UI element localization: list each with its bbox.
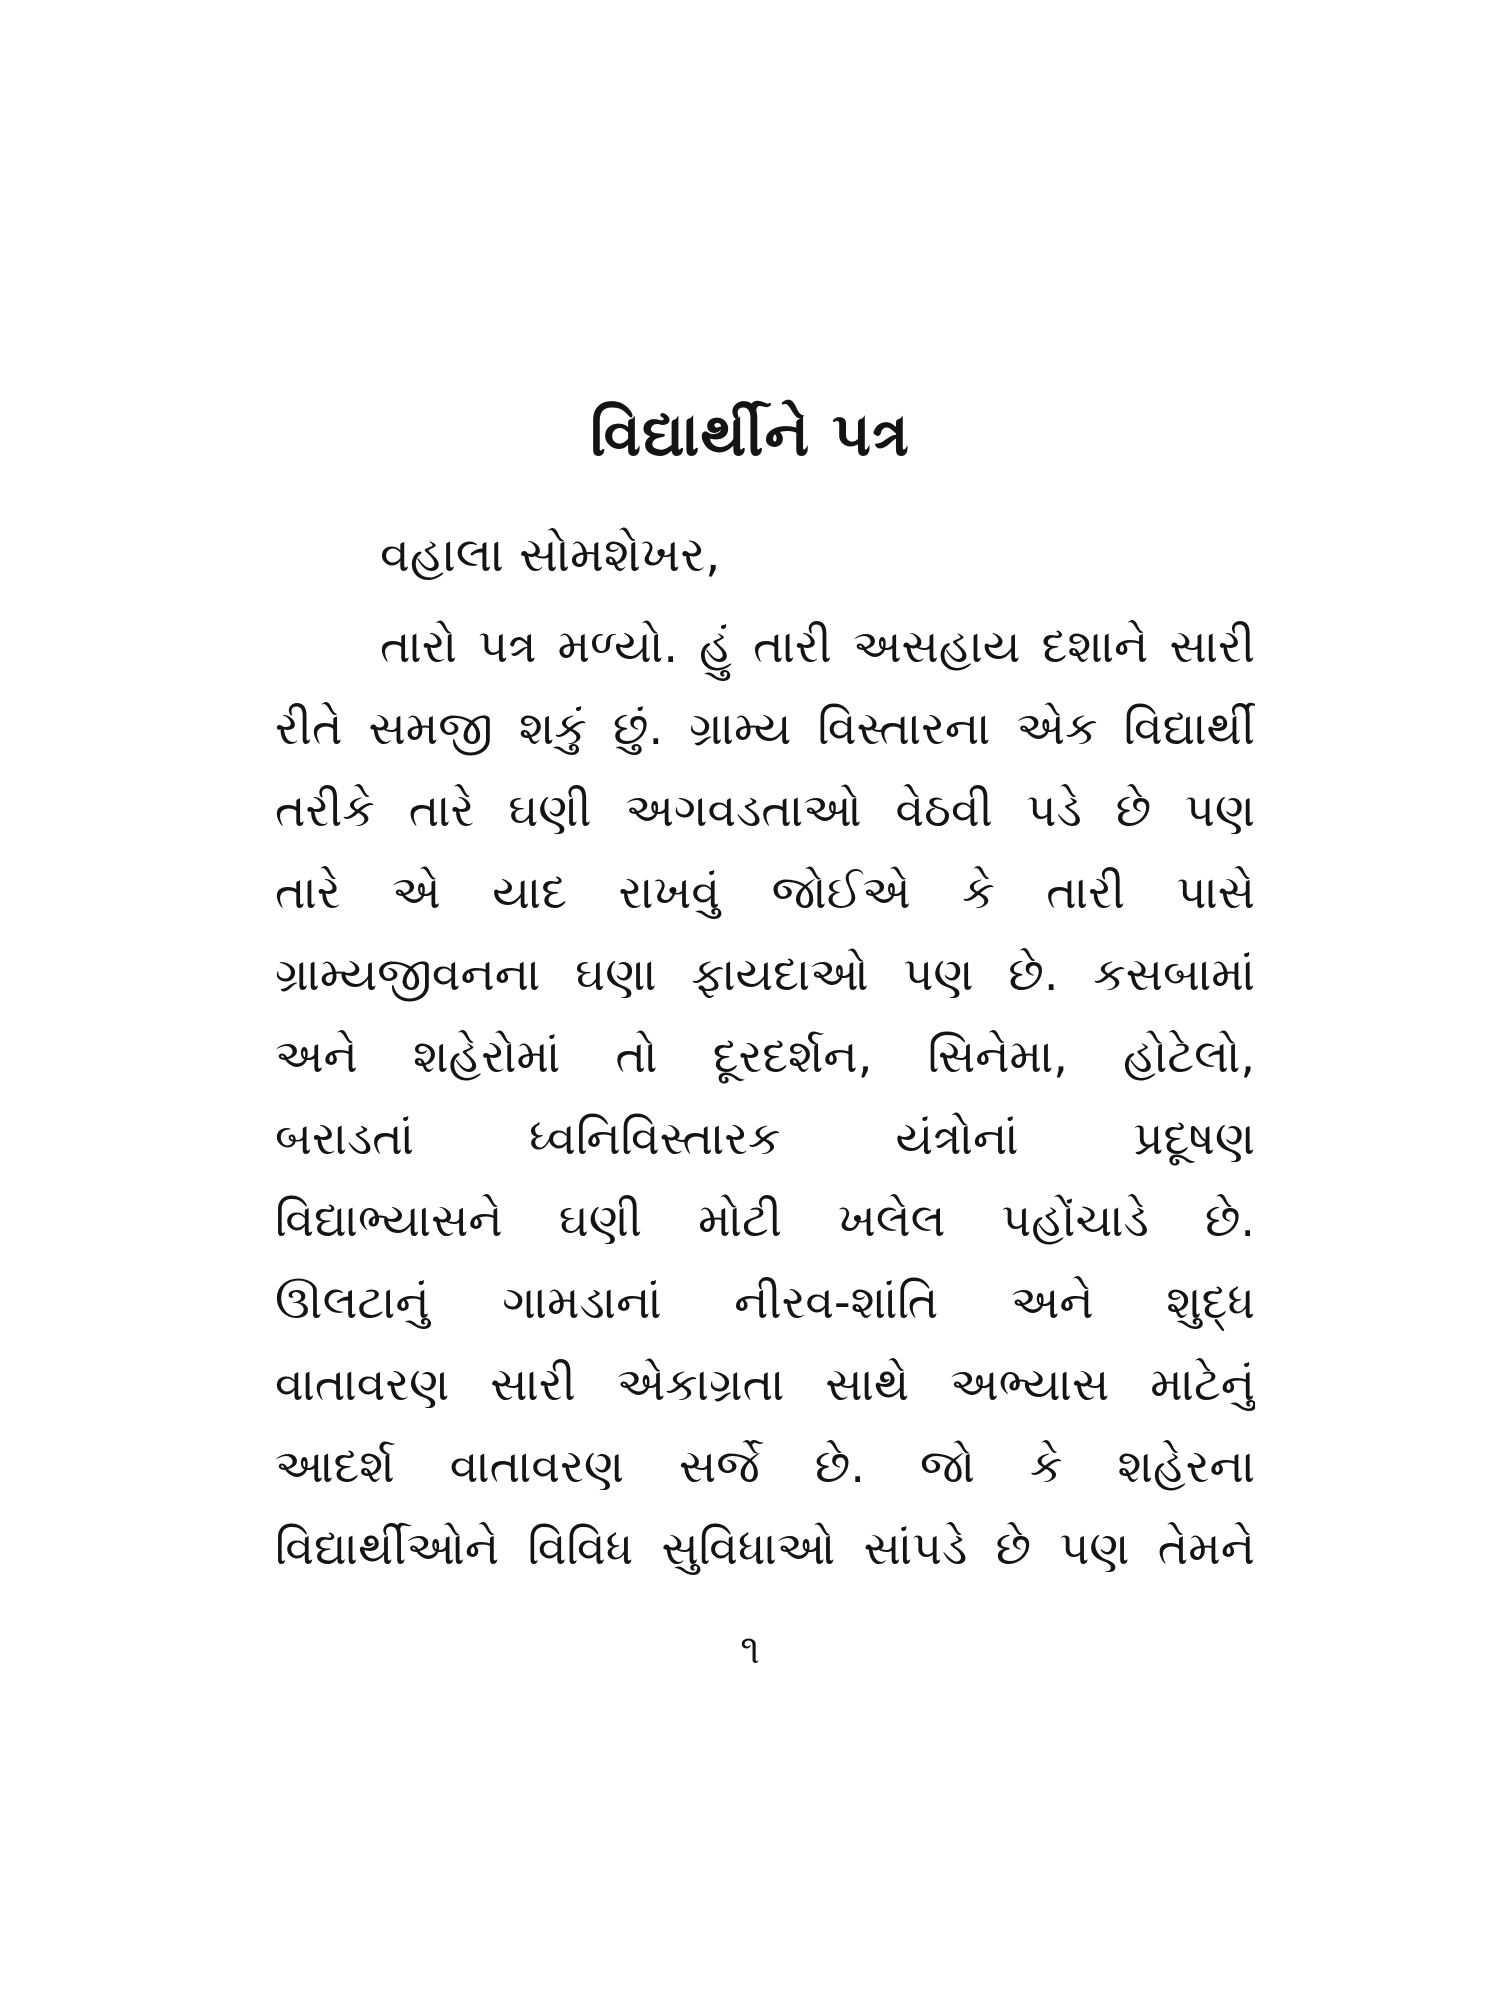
body-line: તરીકે તારે ઘણી અગવડતાઓ વેઠવી પડે છે પણ [275,783,1255,837]
body-line: ગ્રામ્યજીવનના ઘણા ફાયદાઓ પણ છે. કસબામાં [275,947,1255,1001]
body-line: વિદ્યાભ્યાસને ઘણી મોટી ખલેલ પહોંચાડે છે. [275,1193,1255,1247]
page-number: ૧ [740,1627,760,1673]
salutation: વહાલા સોમશેખર, [380,527,721,583]
body-line: તારો પત્ર મળ્યો. હું તારી અસહાય દશાને સારી [380,619,1255,673]
body-line: અને શહેરોમાં તો દૂરદર્શન, સિનેમા, હોટેલો, [275,1029,1255,1083]
body-line: વાતાવરણ સારી એકાગ્રતા સાથે અભ્યાસ માટેનું [275,1357,1255,1411]
body-line: બરાડતાં ધ્વનિવિસ્તારક યંત્રોનાં પ્રદૂષણ [275,1111,1255,1165]
body-line: તારે એ યાદ રાખવું જોઈએ કે તારી પાસે [275,865,1255,919]
body-line: રીતે સમજી શકું છું. ગ્રામ્ય વિસ્તારના એક વિદ્યાર્થી [275,701,1255,755]
letter-body [275,605,1255,1589]
body-line: ઊલટાનું ગામડાનાં નીરવ-શાંતિ અને શુદ્ધ [275,1275,1255,1329]
body-line: વિદ્યાર્થીઓને વિવિધ સુવિધાઓ સાંપડે છે પણ તેમને [275,1521,1255,1575]
body-line: આદર્શ વાતાવરણ સર્જે છે. જો કે શહેરના [275,1439,1255,1493]
page-title: વિદ્યાર્થીને પત્ર [590,400,910,470]
